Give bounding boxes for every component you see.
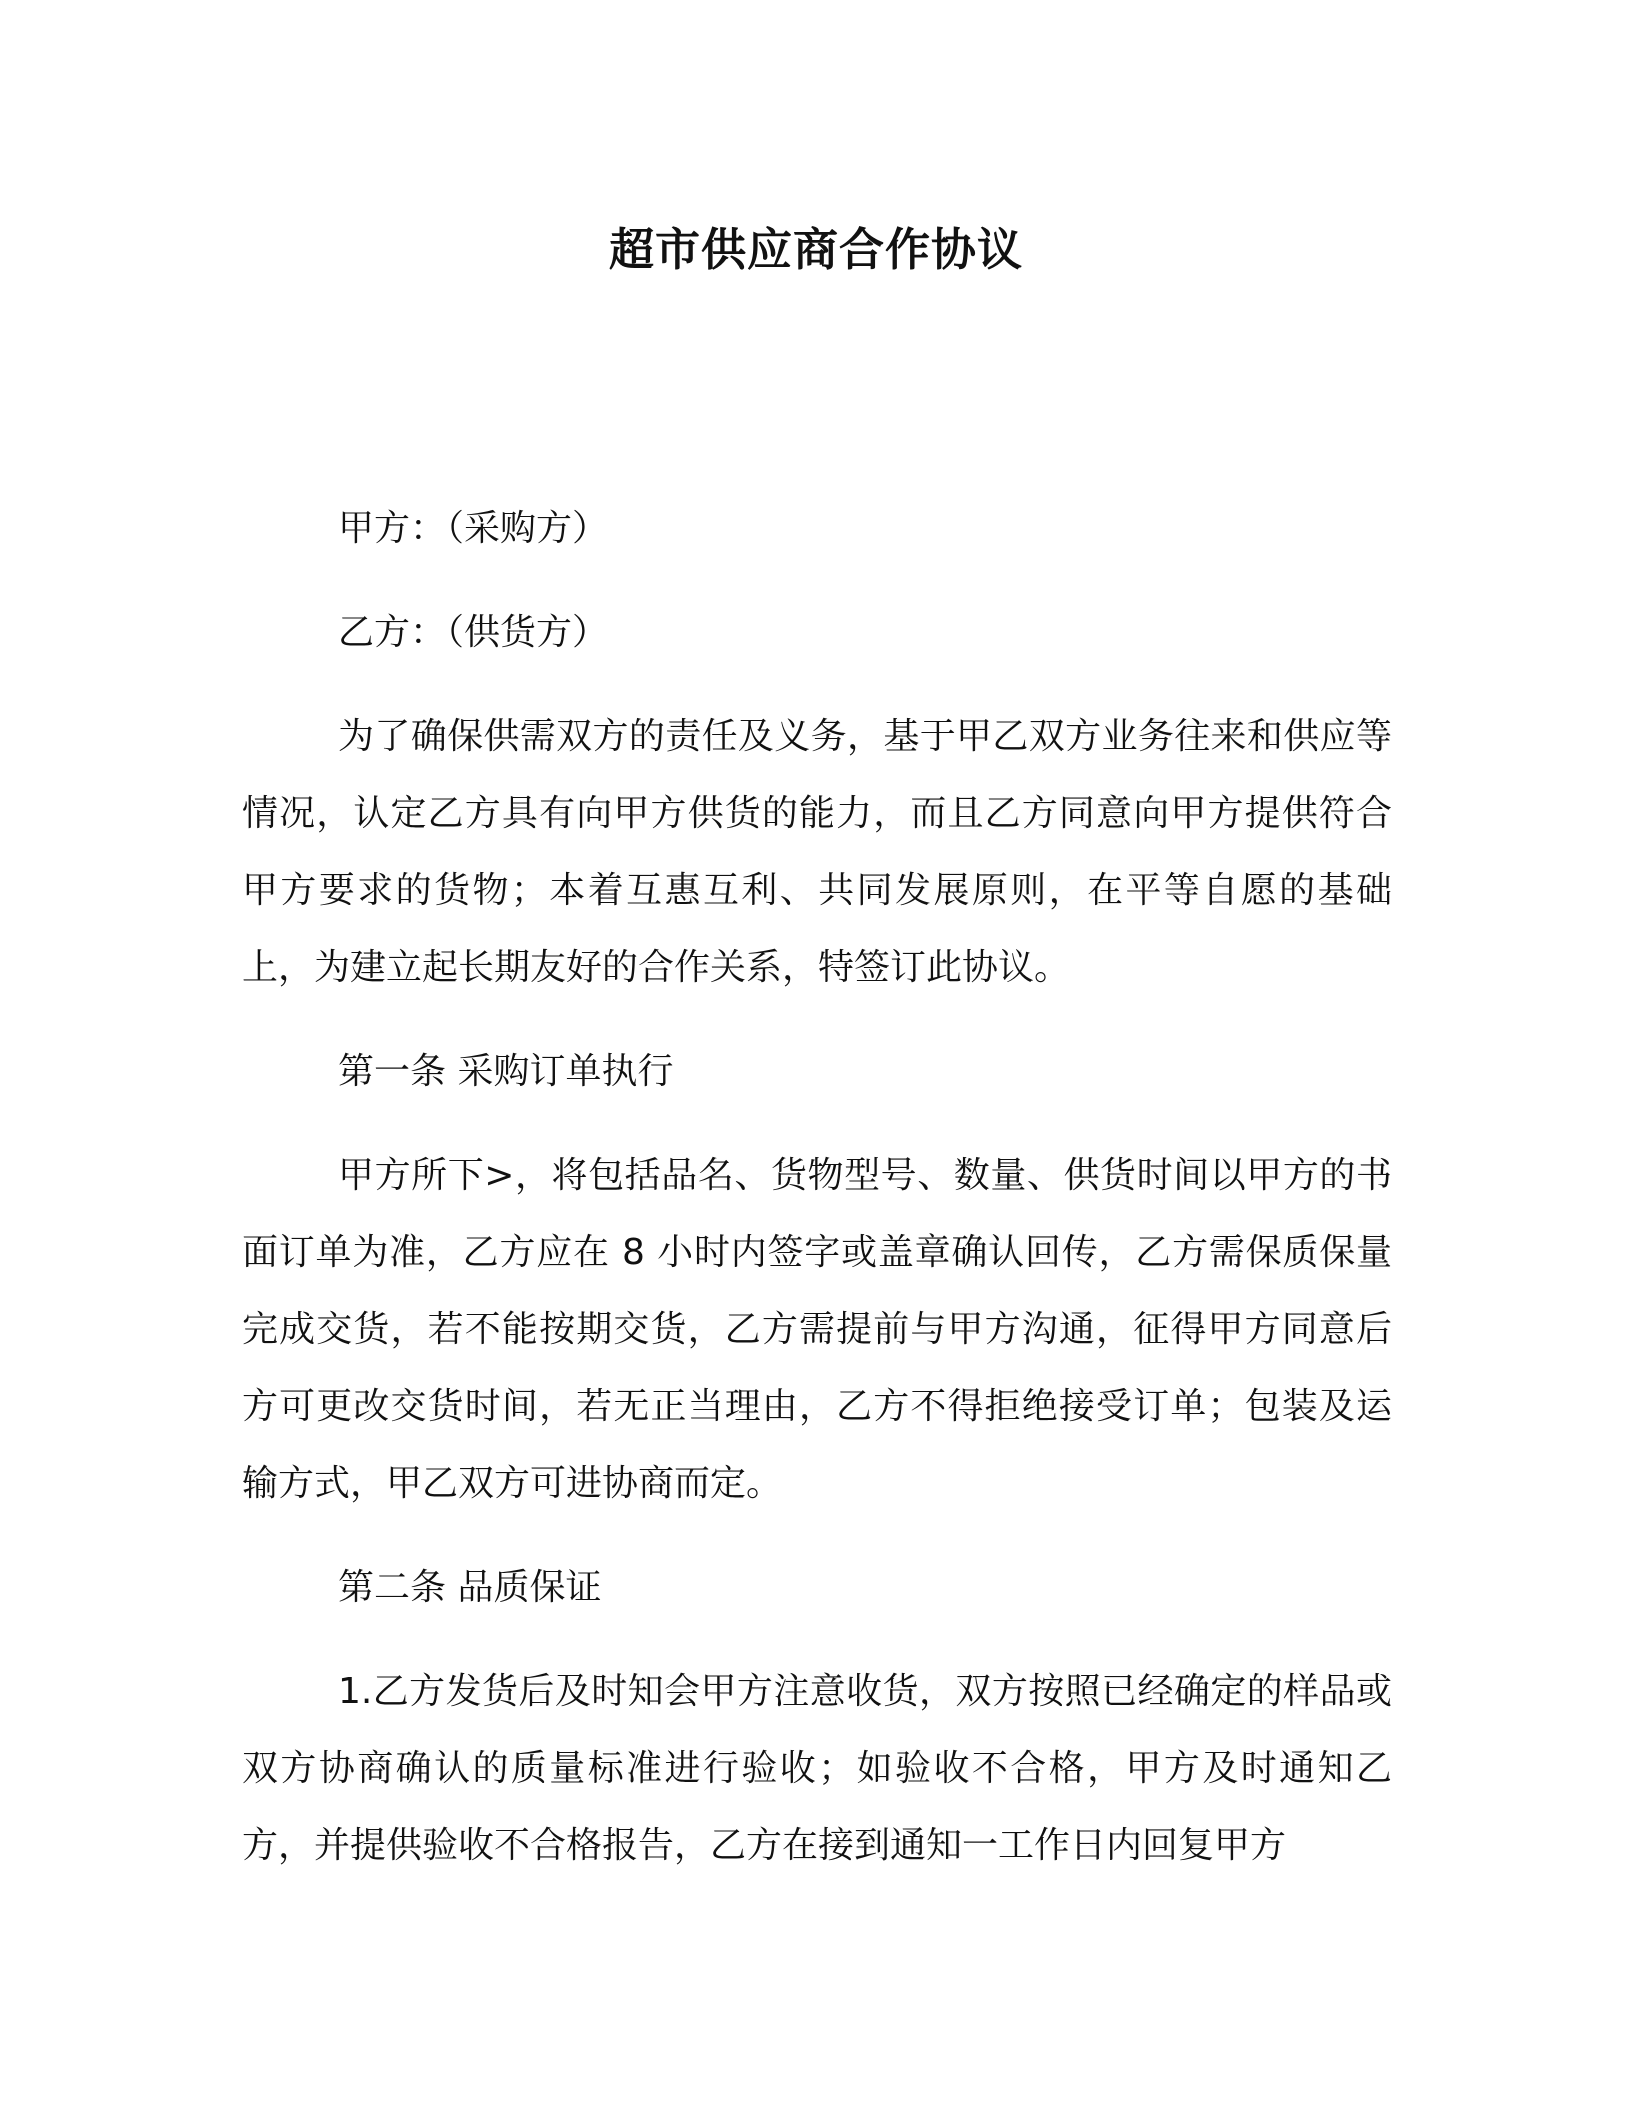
article-2-heading: 第二条 品质保证 bbox=[338, 1567, 602, 1608]
article-2-item-1: 1.乙方发货后及时知会甲方注意收货，双方按照已经确定的样品或双方协商确认的质量标准进行验收；如验收不合格，甲方及时通知乙方，并提供验收不合格报告，乙方在接到通知一工作日内回复甲方 bbox=[242, 1671, 1392, 1866]
party-b-line: 乙方：（供货方） bbox=[338, 612, 609, 653]
document-body bbox=[242, 490, 1392, 1884]
party-a-line: 甲方：（采购方） bbox=[338, 508, 609, 549]
preamble-paragraph: 为了确保供需双方的责任及义务，基于甲乙双方业务往来和供应等情况，认定乙方具有向甲方供货的能力，而且乙方同意向甲方提供符合甲方要求的货物；本着互惠互利、共同发展原则，在平等自愿的基础上，为建立起长期友好的合作关系，特签订此协议。 bbox=[242, 716, 1392, 988]
document-title: 超市供应商合作协议 bbox=[608, 223, 1023, 276]
article-1-heading: 第一条 采购订单执行 bbox=[338, 1051, 674, 1092]
article-1-paragraph: 甲方所下>，将包括品名、货物型号、数量、供货时间以甲方的书面订单为准，乙方应在 8 小时内签字或盖章确认回传，乙方需保质保量完成交货，若不能按期交货，乙方需提前与甲方沟通，征得甲方同意后方可更改交货时间，若无正当理由，乙方不得拒绝接受订单；包装及运输方式，甲乙双方可进协商而定。 bbox=[242, 1155, 1392, 1504]
